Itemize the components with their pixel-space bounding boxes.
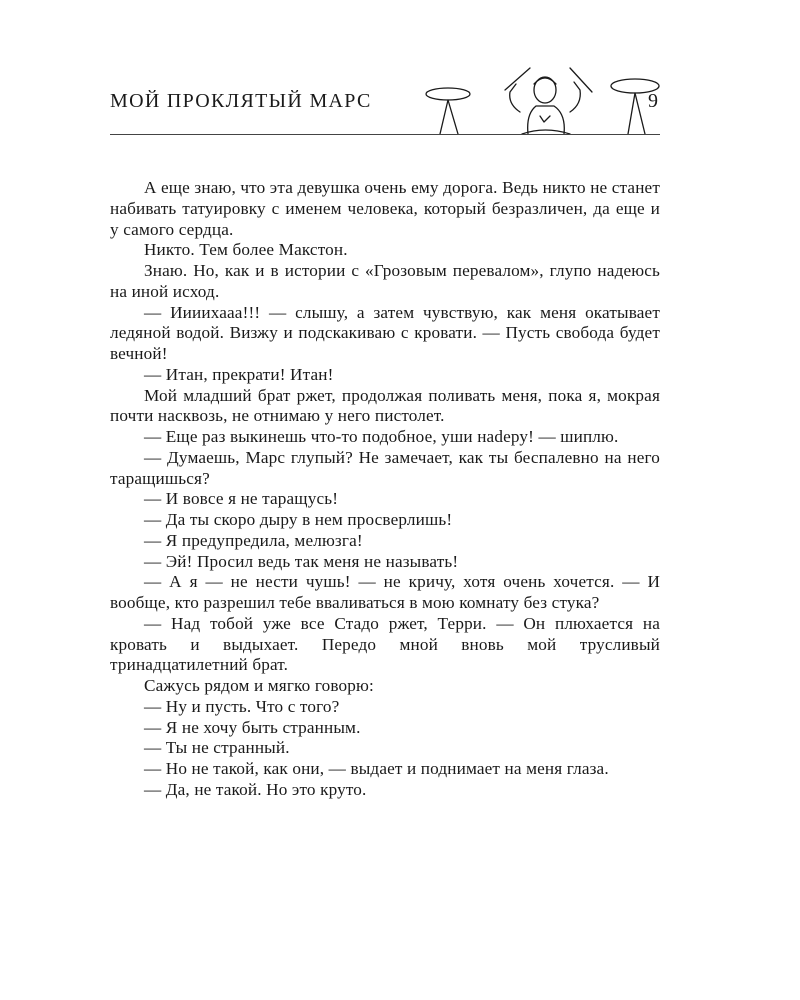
- page-header: [110, 60, 660, 136]
- paragraph: Мой младший брат ржет, продолжая поливать меня, пока я, мокрая почти насквозь, не отнимаю у него пистолет.: [110, 385, 660, 426]
- drummer-illustration-icon: [420, 60, 670, 136]
- paragraph: — Я предупредила, мелюзга!: [144, 530, 363, 550]
- paragraph: Знаю. Но, как и в истории с «Грозовым перевалом», глупо надеюсь на иной исход.: [110, 261, 660, 301]
- paragraph: А еще знаю, что эта девушка очень ему дорога. Ведь никто не станет набивать татуировку с именем человека, который безразличен, да еще и у самого сердца.: [110, 178, 660, 239]
- paragraph: — Итан, прекрати! Итан!: [144, 364, 334, 384]
- paragraph: — Да ты скоро дыру в нем просверлишь!: [144, 510, 453, 529]
- paragraph: — Над тобой уже все Стадо ржет, Терри. — Он плюхается на кровать и выдыхает. Передо мной вновь мой трусливый тринадцатилетний брат.: [110, 613, 660, 675]
- paragraph: — А я — не нести чушь! — не кричу, хотя очень хочется. — И вообще, кто разрешил тебе вваливаться в мою комнату без стука?: [110, 572, 660, 612]
- paragraph: — Еще раз выкинешь что-то подобное, уши нadeру! — шиплю.: [144, 427, 619, 446]
- paragraph: — И вовсе я не таращусь!: [144, 489, 339, 509]
- paragraph: Никто. Тем более Макстон.: [144, 240, 348, 260]
- paragraph: — Иииихааа!!! — слышу, а затем чувствую, как меня окатывает ледяной водой. Визжу и подскакиваю с кровати. — Пусть свобода будет вечной!: [110, 302, 660, 363]
- paragraph: — Эй! Просил ведь так меня не называть!: [144, 551, 459, 571]
- body-text: [110, 178, 660, 801]
- paragraph: — Я не хочу быть странным.: [144, 717, 361, 737]
- paragraph: — Но не такой, как они, — выдает и поднимает на меня глаза.: [144, 759, 609, 778]
- paragraph: Сажусь рядом и мягко говорю:: [144, 676, 374, 695]
- page-number: 9: [648, 90, 658, 112]
- running-title: МОЙ ПРОКЛЯТЫЙ МАРС: [110, 90, 372, 112]
- header-divider: [110, 134, 660, 135]
- paragraph: — Думаешь, Марс глупый? Не замечает, как ты беспалевно на него таращишься?: [110, 447, 660, 488]
- paragraph: — Да, не такой. Но это круто.: [144, 779, 367, 799]
- paragraph: — Ты не странный.: [144, 738, 290, 758]
- paragraph: — Ну и пусть. Что с того?: [144, 696, 340, 716]
